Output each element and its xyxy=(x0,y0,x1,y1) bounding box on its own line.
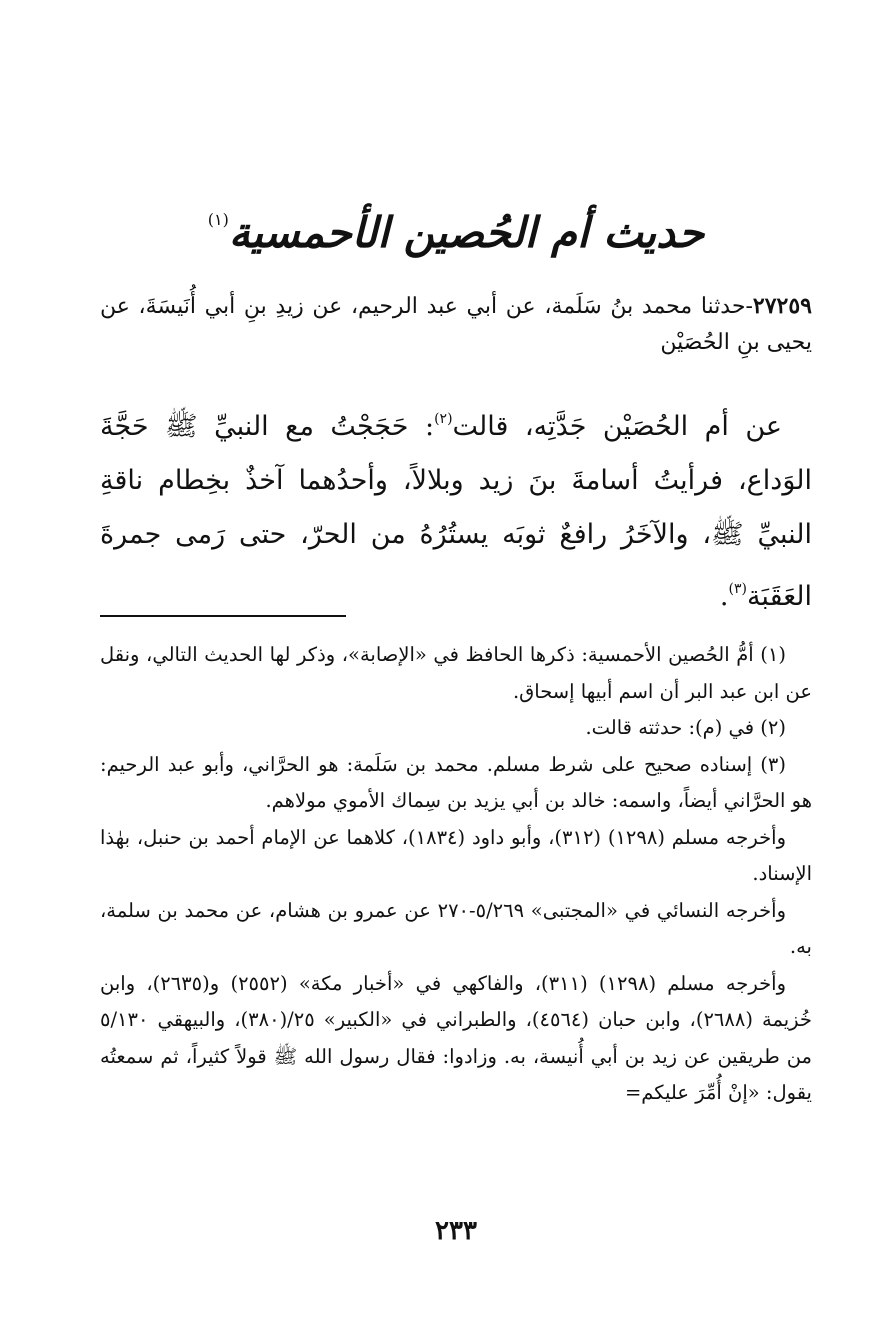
footnote-3-continued: وأخرجه مسلم (١٢٩٨) (٣١١)، والفاكهي في «أخبار مكة» (٢٥٥٢) و(٢٦٣٥)، وابن خُزيمة (٢٦٨٨)، وابن حبان (٤٥٦٤)، والطبراني في «الكبير» ٢٥/(٣٨٠)، والبيهقي ٥/١٣٠ من طريقين عن زيد بن أبي أُنيسة، به. وزادوا: فقال رسول الله ﷺ قولاً كثيراً، ثم سمعتُه يقول: «إنْ أُمِّرَ عليكم= xyxy=(100,971,812,1104)
footnotes xyxy=(100,637,812,1112)
matn-part-1: عن أم الحُصَيْن جَدَّتِه، قالت xyxy=(452,411,782,442)
chapter-title: حديث أم الحُصين الأحمسية xyxy=(228,208,705,257)
hadith-number: ٢٧٢٥٩ xyxy=(752,293,812,319)
heading-footnote-marker: (١) xyxy=(207,210,229,229)
footnote-marker-3: (٣) xyxy=(728,581,747,597)
footnote-2: (٢) في (م): حدثته قالت. xyxy=(585,716,786,739)
page-number: ٢٣٣ xyxy=(435,1216,477,1246)
footnote-1: (١) أمُّ الحُصين الأحمسية: ذكرها الحافظ في «الإصابة»، وذكر لها الحديث التالي، ونقل عن ابن عبد البر أن اسم أبيها إسحاق. xyxy=(100,643,812,703)
footnote-marker-2: (٢) xyxy=(434,411,453,427)
footnote-3: (٣) إسناده صحيح على شرط مسلم. محمد بن سَلَمة: هو الحرَّاني، وأبو عبد الرحيم: هو الحرَّاني أيضاً، واسمه: خالد بن أبي يزيد بن سِماك الأموي مولاهم. xyxy=(100,752,812,812)
hadith-isnad xyxy=(100,288,812,361)
matn-part-2: : حَجَجْتُ مع النبيِّ ﷺ حَجَّةَ الوَداع، فرأيتُ أسامةَ بنَ زيد وبلالاً، وأحدُهما آخذٌ بخِطام ناقةِ النبيِّ ﷺ، والآخَرُ رافعٌ ثوبَه يستُرُهُ من الحرّ، حتى رَمى جمرةَ العَقَبَة xyxy=(100,411,812,612)
book-page xyxy=(100,0,812,1334)
footnote-3-continued: وأخرجه مسلم (١٢٩٨) (٣١٢)، وأبو داود (١٨٣٤)، كلاهما عن الإمام أحمد بن حنبل، بهٰذا الإسناد. xyxy=(100,825,812,885)
matn-part-3: . xyxy=(719,581,729,612)
footnote-divider xyxy=(100,615,346,617)
isnad-text: -حدثنا محمد بنُ سَلَمة، عن أبي عبد الرحيم، عن زيدِ بنِ أبي أُنَيسَةَ، عن يحيى بنِ الحُصَيْن xyxy=(100,294,812,355)
footnote-3-continued: وأخرجه النسائي في «المجتبى» ٥/٢٦٩-٢٧٠ عن عمرو بن هشام، عن محمد بن سلمة، به. xyxy=(100,898,812,958)
chapter-heading xyxy=(100,190,812,263)
hadith-text xyxy=(100,392,812,624)
